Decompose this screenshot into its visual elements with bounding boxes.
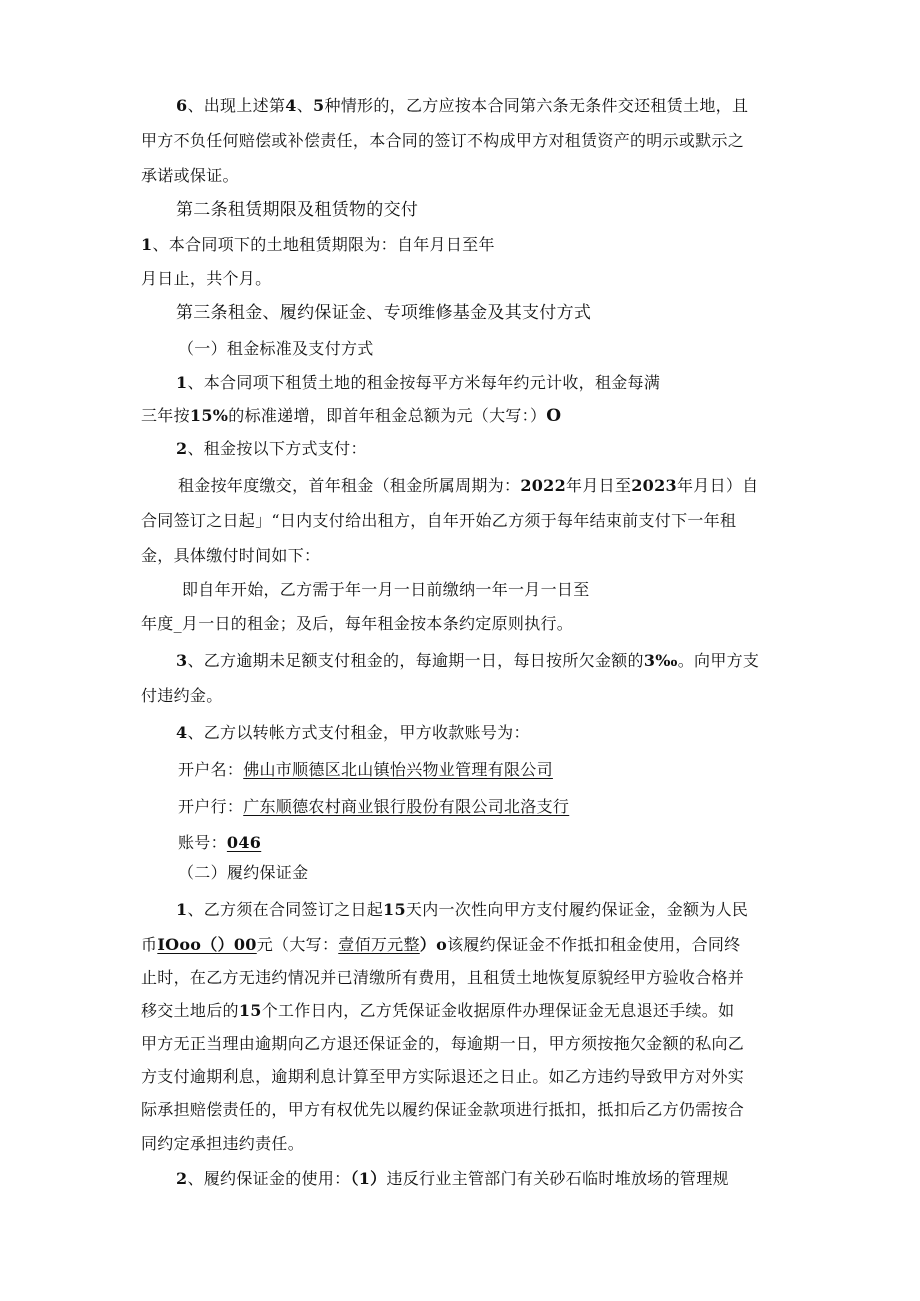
deposit-item-1-line-3: 止时，在乙方无违约情况并已清缴所有费用，且租赁土地恢复原貌经甲方验收合格并 bbox=[141, 968, 745, 987]
rent-payment-line-1: 租金按年度缴交，首年租金（租金所属周期为：2022年月日至2023年月日）自 bbox=[178, 476, 759, 495]
clause-6-line-2: 甲方不负任何赔偿或补偿责任，本合同的签订不构成甲方对租赁资产的明示或默示之 bbox=[141, 131, 745, 150]
article-2-item-1-cont: 月日止，共个月。 bbox=[141, 269, 272, 288]
deposit-item-1-line-2: 币IOoo（）00元（大写：壹佰万元整）o该履约保证金不作抵扣租金使用，合同终 bbox=[141, 935, 741, 954]
rent-item-2: 2、租金按以下方式支付： bbox=[176, 439, 367, 458]
deposit-item-1-line-4: 移交土地后的15个工作日内，乙方凭保证金收据原件办理保证金无息退还手续。如 bbox=[141, 1001, 735, 1020]
deposit-item-1-line-7: 际承担赔偿责任的，甲方有权优先以履约保证金款项进行抵扣，抵扣后乙方仍需按合 bbox=[141, 1100, 745, 1119]
deposit-item-1-line-6: 方支付逾期利息，逾期利息计算至甲方实际退还之日止。如乙方违约导致甲方对外实 bbox=[141, 1067, 745, 1086]
article-3-title: 第三条租金、履约保证金、专项维修基金及其支付方式 bbox=[176, 303, 592, 323]
section-2-heading: （二）履约保证金 bbox=[178, 863, 309, 882]
rent-payment-line-3: 金，具体缴付时间如下： bbox=[141, 546, 321, 565]
clause-6-line-1: 6、出现上述第4、5种情形的，乙方应按本合同第六条无条件交还租赁土地，且 bbox=[176, 96, 749, 115]
rent-item-3: 3、乙方逾期未足额支付租金的，每逾期一日，每日按所欠金额的3‰。向甲方支 bbox=[176, 651, 760, 670]
rent-payment-line-4: 即自年开始，乙方需于年一月一日前缴纳一年一月一日至 bbox=[182, 580, 590, 599]
deposit-item-1-line-8: 同约定承担违约责任。 bbox=[141, 1134, 305, 1153]
account-number: 账号：046 bbox=[178, 833, 262, 852]
article-2-item-1: 1、本合同项下的土地租赁期限为：自年月日至年 bbox=[141, 235, 495, 254]
rent-item-3-cont: 付违约金。 bbox=[141, 686, 223, 705]
deposit-item-1: 1、乙方须在合同签订之日起15天内一次性向甲方支付履约保证金，金额为人民 bbox=[176, 900, 749, 919]
rent-item-1: 1、本合同项下租赁土地的租金按每平方米每年约元计收，租金每满 bbox=[176, 373, 661, 392]
rent-item-1-cont: 三年按15%的标准递增，即首年租金总额为元（大写：）O bbox=[141, 406, 562, 426]
deposit-item-2: 2、履约保证金的使用：（1）违反行业主管部门有关砂石临时堆放场的管理规 bbox=[176, 1169, 729, 1188]
section-1-heading: （一）租金标准及支付方式 bbox=[178, 339, 374, 358]
clause-6-line-3: 承诺或保证。 bbox=[141, 166, 239, 185]
rent-payment-line-2: 合同签订之日起」“日内支付给出租方，自年开始乙方须于每年结束前支付下一年租 bbox=[141, 511, 737, 530]
deposit-item-1-line-5: 甲方无正当理由逾期向乙方退还保证金的，每逾期一日，甲方须按拖欠金额的私向乙 bbox=[141, 1034, 745, 1053]
bank-name: 开户行：广东顺德农村商业银行股份有限公司北洛支行 bbox=[178, 797, 570, 816]
article-2-title: 第二条租赁期限及租赁物的交付 bbox=[176, 200, 419, 220]
rent-payment-line-5: 年度_月一日的租金；及后，每年租金按本条约定原则执行。 bbox=[141, 614, 574, 633]
rent-item-4: 4、乙方以转帐方式支付租金，甲方收款账号为： bbox=[176, 723, 530, 742]
account-name: 开户名：佛山市顺德区北山镇怡兴物业管理有限公司 bbox=[178, 760, 553, 779]
